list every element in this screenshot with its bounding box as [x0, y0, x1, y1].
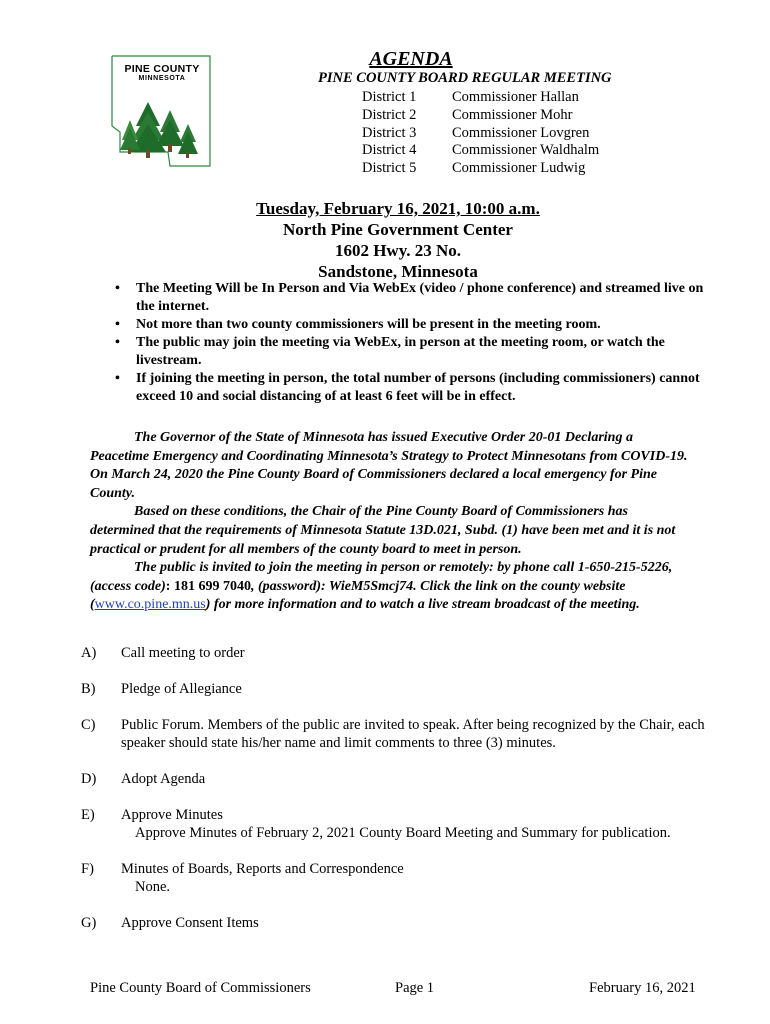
item-body — [121, 914, 721, 932]
commissioner-name: Commissioner Lovgren — [452, 124, 590, 141]
item-body — [121, 860, 721, 896]
list-item: • Not more than two county commissioners will be present in the meeting room. — [113, 316, 713, 334]
agenda-item — [81, 914, 721, 932]
district-label: District 1 — [362, 89, 417, 105]
item-body — [121, 806, 721, 842]
logo-subtitle: MINNESOTA — [138, 75, 186, 82]
item-text: Call meeting to order — [121, 645, 245, 661]
district-label: District 2 — [362, 106, 417, 123]
statement-paragraph: The Governor of the State of Minnesota has issued Executive Order 20-01 Declaring a Peacetime Emergency and Coordinating Minnesota’s Strategy to Protect Minnesotans from COVID-19. On March 24, 2020 the Pine County Board of Commissioners declared a local emergency for Pine County. — [90, 430, 688, 501]
statement-text: , (password): WieM5Smcj74. Click the link on the county website ( — [90, 578, 626, 613]
footer-date: February 16, 2021 — [589, 980, 696, 996]
item-body — [121, 770, 721, 788]
district-label: District 5 — [362, 160, 417, 177]
item-text: Approve Minutes — [121, 807, 223, 823]
commissioner-name: Commissioner Hallan — [452, 89, 579, 105]
item-subtext: None. — [135, 879, 171, 895]
item-letter: E) — [81, 807, 95, 823]
district-row — [362, 142, 599, 160]
statement-text: ) for more information and to watch a live stream broadcast of the meeting. — [205, 597, 640, 613]
emergency-statement — [90, 429, 690, 615]
statement-text: The public is invited to join the meeting in person or remotely: by phone call 1-650-215-5226, (access code) — [90, 560, 673, 594]
meeting-title: PINE COUNTY BOARD REGULAR MEETING — [318, 70, 612, 86]
pine-county-logo — [108, 54, 214, 172]
meeting-date: Tuesday, February 16, 2021, 10:00 a.m. — [256, 199, 540, 218]
item-text: Approve Consent Items — [121, 915, 259, 931]
district-label: District 4 — [362, 142, 417, 159]
logo-title: PINE COUNTY — [124, 63, 200, 75]
agenda-item — [81, 860, 721, 896]
district-list — [362, 89, 599, 178]
item-text: Minutes of Boards, Reports and Correspondence — [121, 861, 404, 877]
county-website-link[interactable]: www.co.pine.mn.us — [94, 597, 206, 613]
item-letter: B) — [81, 681, 96, 697]
statement-paragraph — [90, 559, 690, 615]
list-item: • If joining the meeting in person, the total number of persons (including commissioners) cannot exceed 10 and social distancing of at least 6 feet will be in effect. — [113, 370, 713, 406]
district-row — [362, 160, 599, 178]
item-text: Public Forum. Members of the public are invited to speak. After being recognized by the Chair, each speaker should state his/her name and limit comments to three (3) minutes. — [121, 717, 705, 751]
item-subtext: Approve Minutes of February 2, 2021 County Board Meeting and Summary for publication. — [135, 825, 671, 841]
list-item: • The Meeting Will be In Person and Via WebEx (video / phone conference) and streamed live on the internet. — [113, 280, 713, 316]
item-body — [121, 680, 721, 698]
meeting-info — [0, 198, 770, 282]
commissioner-name: Commissioner Mohr — [452, 106, 573, 123]
district-row — [362, 89, 599, 107]
meeting-city: Sandstone, Minnesota — [318, 262, 478, 281]
meeting-notes — [113, 280, 713, 406]
agenda-item — [81, 806, 721, 842]
commissioner-name: Commissioner Waldhalm — [452, 142, 600, 159]
meeting-address: 1602 Hwy. 23 No. — [334, 241, 462, 260]
access-code: : 181 699 7040 — [165, 578, 251, 594]
footer-organization: Pine County Board of Commissioners — [90, 980, 311, 996]
item-body — [121, 716, 721, 752]
item-letter: A) — [81, 645, 97, 661]
item-letter: D) — [81, 771, 97, 787]
district-label: District 3 — [362, 124, 417, 141]
agenda-item — [81, 644, 721, 662]
district-row — [362, 107, 599, 125]
item-body — [121, 644, 721, 662]
pine-trees-icon — [120, 102, 198, 158]
agenda-item — [81, 716, 721, 752]
footer-page-number: Page 1 — [395, 980, 435, 996]
item-text: Pledge of Allegiance — [121, 681, 242, 697]
statement-paragraph: Based on these conditions, the Chair of the Pine County Board of Commissioners has determined that the requirements of Minnesota Statute 13D.021, Subd. (1) have been met and it is not practical or prudent for all members of the county board to meet in person. — [90, 504, 676, 557]
agenda-items — [81, 644, 721, 950]
agenda-item — [81, 680, 721, 698]
agenda-item — [81, 770, 721, 788]
item-letter: G) — [81, 915, 97, 931]
item-text: Adopt Agenda — [121, 771, 206, 787]
commissioner-name: Commissioner Ludwig — [452, 160, 586, 177]
meeting-location: North Pine Government Center — [283, 220, 513, 239]
district-row — [362, 125, 599, 143]
item-letter: C) — [81, 717, 96, 733]
item-letter: F) — [81, 861, 94, 877]
list-item: • The public may join the meeting via WebEx, in person at the meeting room, or watch the livestream. — [113, 334, 713, 370]
agenda-title: AGENDA — [369, 48, 453, 70]
